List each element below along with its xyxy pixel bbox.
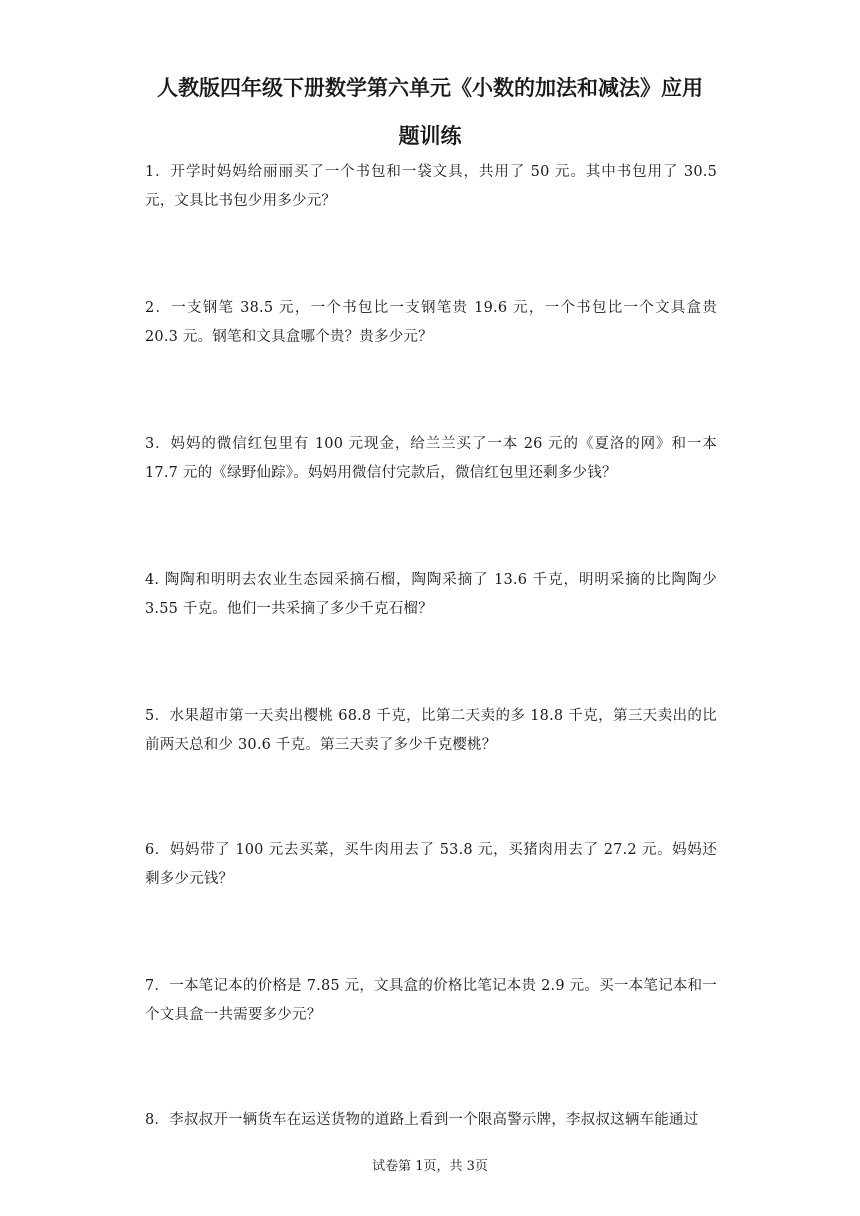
page-title: 人教版四年级下册数学第六单元《小数的加法和减法》应用	[157, 76, 703, 100]
question-8: 8．李叔叔开一辆货车在运送货物的道路上看到一个限高警示牌，李叔叔这辆车能通过	[145, 1112, 699, 1128]
question-4: 4. 陶陶和明明去农业生态园采摘石榴，陶陶采摘了 13.6 千克，明明采摘的比陶陶少 3.55 千克。他们一共采摘了多少千克石榴？	[145, 572, 717, 617]
page-footer: 试卷第 1页，共 3页	[372, 1159, 488, 1174]
question-6: 6．妈妈带了 100 元去买菜，买牛肉用去了 53.8 元，买猪肉用去了 27.2 元。妈妈还剩多少元钱？	[145, 842, 717, 887]
page-title-continued: 题训练	[398, 124, 462, 148]
question-2: 2．一支钢笔 38.5 元，一个书包比一支钢笔贵 19.6 元，一个书包比一个文具盒贵 20.3 元。钢笔和文具盒哪个贵？贵多少元？	[145, 300, 717, 345]
question-5: 5．水果超市第一天卖出樱桃 68.8 千克，比第二天卖的多 18.8 千克，第三天卖出的比前两天总和少 30.6 千克。第三天卖了多少千克樱桃？	[145, 708, 717, 753]
question-3: 3．妈妈的微信红包里有 100 元现金，给兰兰买了一本 26 元的《夏洛的网》和一本 17.7 元的《绿野仙踪》。妈妈用微信付完款后，微信红包里还剩多少钱？	[145, 436, 717, 481]
question-7: 7．一本笔记本的价格是 7.85 元，文具盒的价格比笔记本贵 2.9 元。买一本笔记本和一个文具盒一共需要多少元？	[145, 978, 717, 1023]
question-1: 1．开学时妈妈给丽丽买了一个书包和一袋文具，共用了 50 元。其中书包用了 30.5 元，文具比书包少用多少元？	[145, 164, 717, 209]
